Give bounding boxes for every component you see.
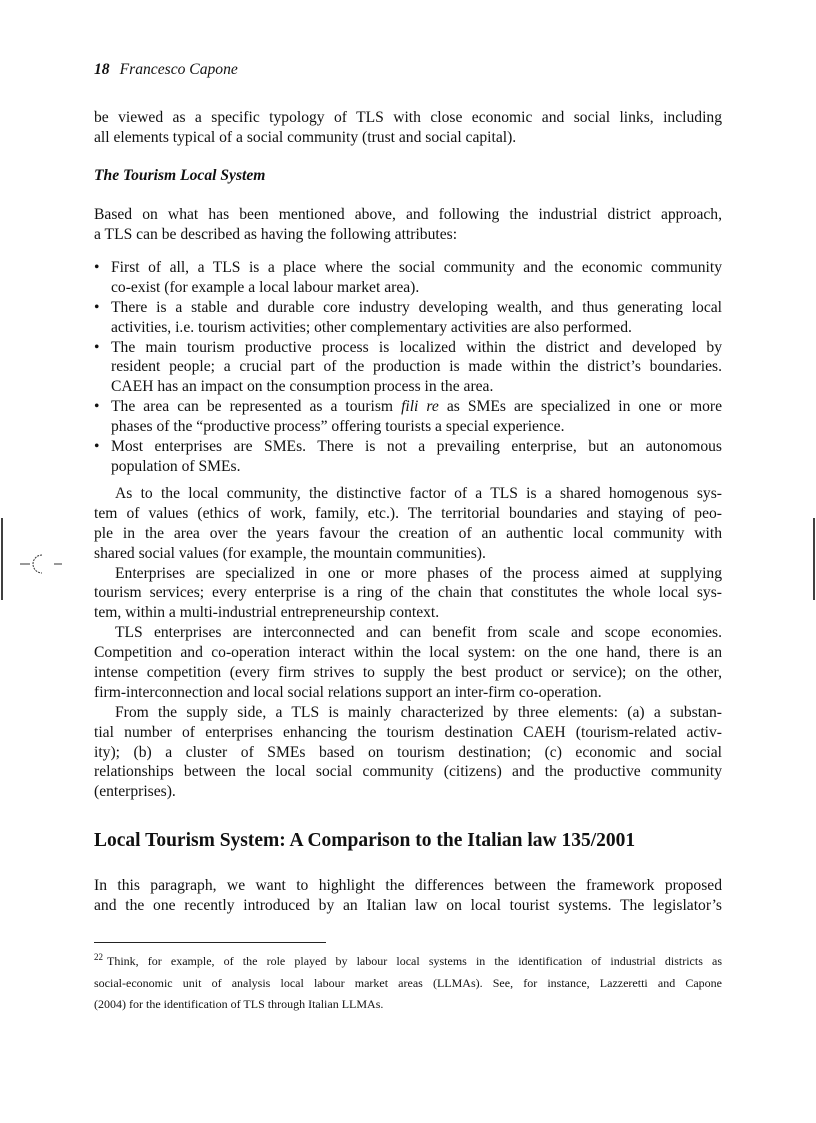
text-line: social-economic unit of analysis local labour market areas (LLMAs). See, for instance, Lazzeretti and Capone [94, 975, 722, 990]
paragraph-attributes [94, 205, 722, 245]
text-line: tem, within a multi-industrial entrepreneurship context. [94, 604, 440, 622]
text-line: shared social values (for example, the mountain communities). [94, 544, 486, 562]
crop-mark-right [812, 518, 816, 600]
author-name: Francesco Capone [119, 61, 238, 78]
text-line: (enterprises). [94, 783, 176, 801]
paragraph-intro [94, 108, 722, 148]
text-line: intense competition (every firm strives to supply the best product or service); on the other, [94, 664, 722, 682]
text-line: tourism services; every enterprise is a ring of the chain that constitutes the whole local sys- [94, 584, 722, 602]
text-line: co-exist (for example a local labour market area). [111, 278, 420, 296]
footnote [94, 951, 722, 1016]
text-line: Most enterprises are SMEs. There is not a prevailing enterprise, but an autonomous [111, 438, 722, 456]
text-line: The main tourism productive process is localized within the district and developed by [111, 338, 722, 356]
bullet-item [94, 397, 722, 437]
section-heading: The Tourism Local System [94, 167, 266, 184]
text-line: population of SMEs. [111, 457, 241, 475]
text-line: (2004) for the identification of TLS through Italian LLMAs. [94, 997, 384, 1011]
text-line: phases of the “productive process” offering tourists a special experience. [111, 418, 565, 436]
bullet-icon: • [94, 298, 100, 316]
text-line: TLS enterprises are interconnected and can benefit from scale and scope economies. [115, 624, 722, 642]
bullet-list [94, 258, 722, 477]
bullet-icon: • [94, 259, 100, 276]
bullet-item [94, 437, 722, 477]
text-line: and the one recently introduced by an Italian law on local tourist systems. The legislator’s [94, 896, 722, 914]
text-line: In this paragraph, we want to highlight the differences between the framework proposed [94, 877, 722, 894]
bullet-item [94, 258, 722, 298]
page-number: 18 [94, 61, 110, 78]
paragraph [94, 623, 722, 703]
registration-mark-icon [18, 550, 66, 578]
text-line: ple in the area over the years favour the creation of an authentic local community with [94, 524, 722, 542]
bullet-icon: • [94, 438, 100, 456]
text-line: relationships between the local social community (citizens) and the productive community [94, 763, 722, 781]
footnote-number: 22 [94, 952, 103, 962]
crop-mark-left [0, 518, 4, 600]
text-line: As to the local community, the distinctive factor of a TLS is a shared homogenous sys- [115, 485, 722, 502]
text-line: Competition and co-operation interact within the local system: on the one hand, there is an [94, 644, 722, 662]
paragraph [94, 564, 722, 624]
text-line: a TLS can be described as having the following attributes: [94, 225, 458, 243]
text-line: CAEH has an impact on the consumption process in the area. [111, 378, 494, 396]
paragraph [94, 703, 722, 802]
running-header [94, 61, 238, 79]
body-paragraphs [94, 484, 722, 802]
text-line: Based on what has been mentioned above, and following the industrial district approach, [94, 206, 722, 223]
text-line [94, 951, 722, 973]
section-heading-2: Local Tourism System: A Comparison to the Italian law 135/2001 [94, 830, 636, 851]
bullet-item [94, 338, 722, 398]
text-line: resident people; a crucial part of the production is made within the district’s boundaries. [111, 358, 722, 376]
text-line: First of all, a TLS is a place where the social community and the economic community [111, 259, 722, 276]
text-line: From the supply side, a TLS is mainly characterized by three elements: (a) a substan- [115, 703, 722, 721]
text-line: There is a stable and durable core industry developing wealth, and thus generating local [111, 298, 722, 316]
bullet-item [94, 298, 722, 338]
text-line: activities, i.e. tourism activities; other complementary activities are also performed. [111, 318, 632, 336]
bullet-icon: • [94, 338, 100, 356]
text-line: The area can be represented as a tourism fili re as SMEs are specialized in one or more [111, 398, 723, 416]
bullet-icon: • [94, 398, 100, 416]
text-line: firm-interconnection and local social relations support an inter-firm co-operation. [94, 683, 602, 701]
footnote-text: Think, for example, of the role played by labour local systems in the identification of industrial districts as [107, 954, 722, 968]
text-line: tem of values (ethics of work, family, etc.). The territorial boundaries and staying of peo- [94, 504, 722, 522]
text-line: ity); (b) a cluster of SMEs based on tourism destination; (c) economic and social [94, 743, 722, 761]
paragraph-last [94, 876, 722, 916]
text-line: all elements typical of a social community (trust and social capital). [94, 128, 517, 146]
paragraph [94, 484, 722, 564]
text-line: Enterprises are specialized in one or more phases of the process aimed at supplying [115, 564, 722, 582]
footnote-divider [94, 942, 326, 943]
text-line: be viewed as a specific typology of TLS with close economic and social links, including [94, 109, 722, 126]
text-line: tial number of enterprises enhancing the tourism destination CAEH (tourism-related activ- [94, 723, 722, 741]
